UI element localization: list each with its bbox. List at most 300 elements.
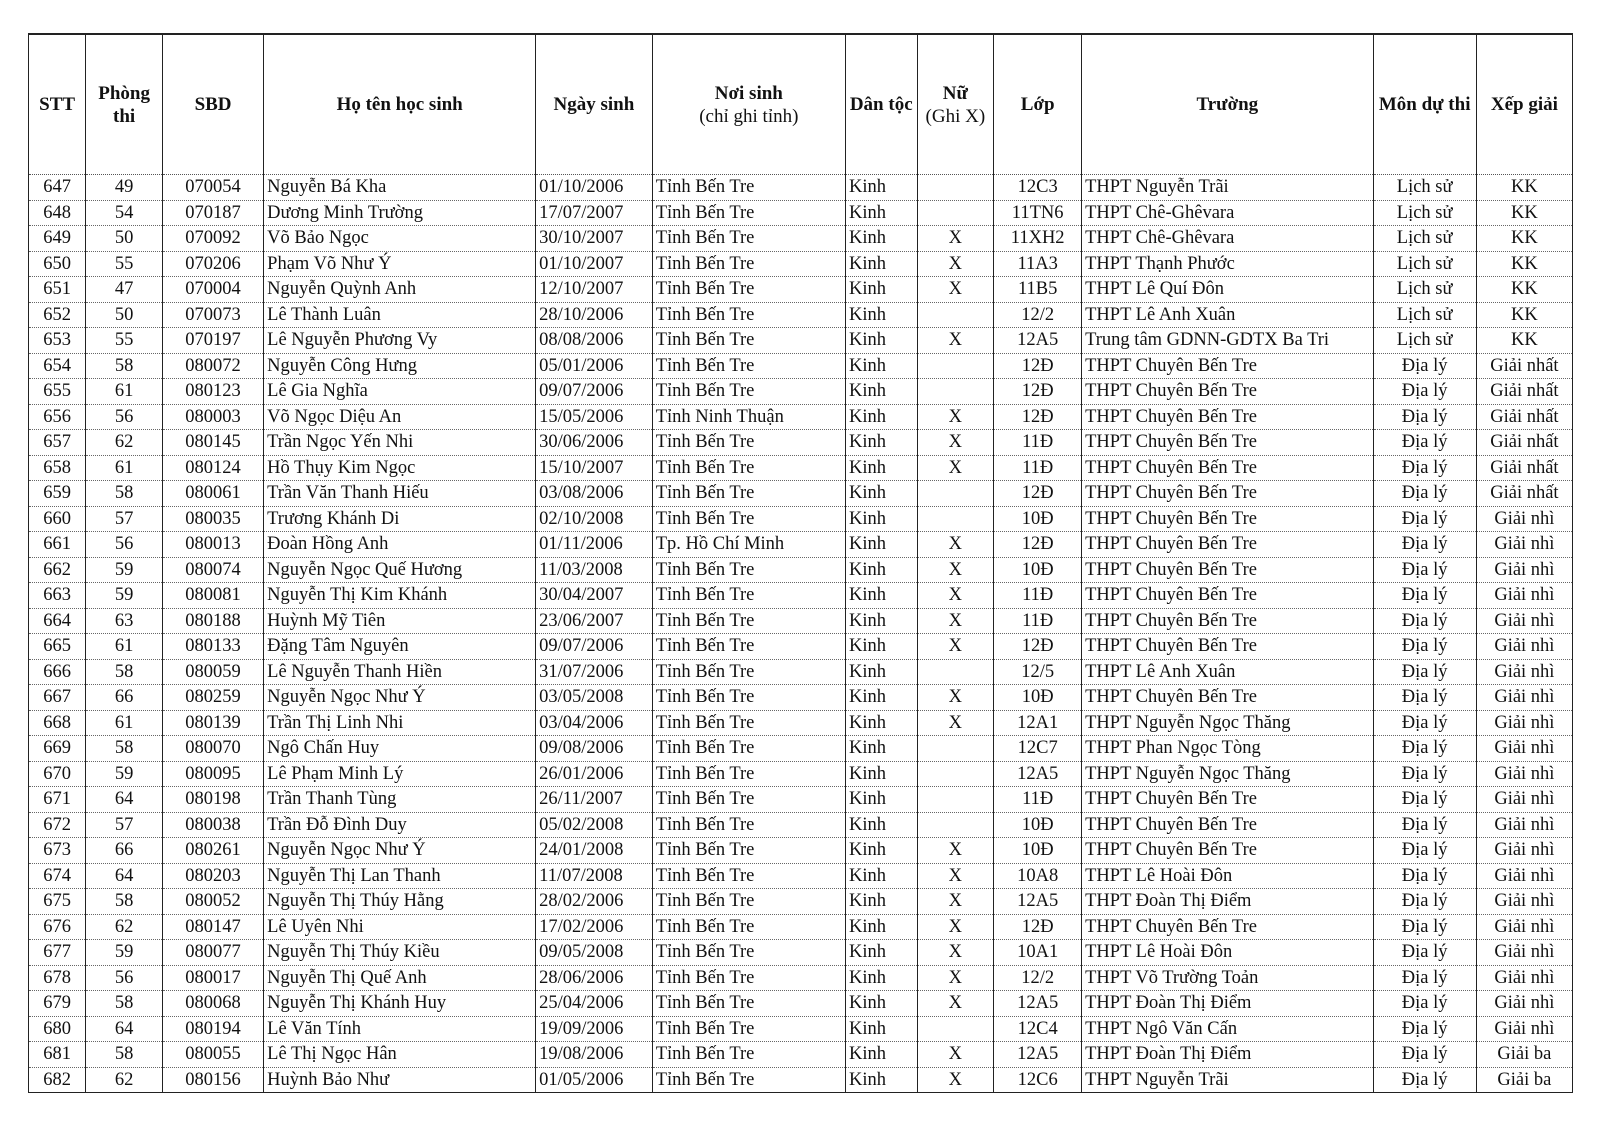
xep-giai-cell: Giải nhất [1476, 353, 1572, 379]
mon-cell: Địa lý [1373, 532, 1476, 558]
sbd-cell: 080123 [162, 379, 263, 405]
col-header-phong-thi [86, 34, 163, 175]
ngay-sinh-cell: 28/10/2006 [536, 302, 653, 328]
nu-cell [917, 379, 994, 405]
table-row [29, 557, 1573, 583]
dan-toc-cell: Kinh [845, 200, 917, 226]
mon-cell: Địa lý [1373, 710, 1476, 736]
ho-ten-cell: Dương Minh Trường [264, 200, 536, 226]
nu-cell: X [917, 914, 994, 940]
stt-cell: 673 [29, 838, 86, 864]
noi-sinh-cell: Tỉnh Bến Tre [652, 481, 845, 507]
noi-sinh-cell: Tỉnh Bến Tre [652, 991, 845, 1017]
ngay-sinh-cell: 03/04/2006 [536, 710, 653, 736]
stt-cell: 678 [29, 965, 86, 991]
lop-cell: 12C3 [994, 175, 1082, 201]
phong-thi-cell: 55 [86, 251, 163, 277]
ho-ten-cell: Huỳnh Mỹ Tiên [264, 608, 536, 634]
sbd-cell: 080055 [162, 1042, 263, 1068]
ngay-sinh-cell: 05/01/2006 [536, 353, 653, 379]
phong-thi-cell: 64 [86, 787, 163, 813]
stt-cell: 680 [29, 1016, 86, 1042]
ngay-sinh-cell: 09/05/2008 [536, 940, 653, 966]
lop-cell: 12Đ [994, 914, 1082, 940]
dan-toc-cell: Kinh [845, 940, 917, 966]
truong-cell: THPT Chuyên Bến Tre [1082, 812, 1373, 838]
noi-sinh-cell: Tỉnh Bến Tre [652, 251, 845, 277]
sbd-cell: 080035 [162, 506, 263, 532]
ho-ten-cell: Huỳnh Bảo Như [264, 1067, 536, 1093]
truong-cell: THPT Chuyên Bến Tre [1082, 455, 1373, 481]
mon-cell: Địa lý [1373, 1016, 1476, 1042]
ho-ten-cell: Nguyễn Ngọc Quế Hương [264, 557, 536, 583]
ngay-sinh-cell: 02/10/2008 [536, 506, 653, 532]
ngay-sinh-cell: 08/08/2006 [536, 328, 653, 354]
results-table [28, 33, 1573, 1093]
header-row [29, 34, 1573, 175]
ho-ten-cell: Nguyễn Thị Khánh Huy [264, 991, 536, 1017]
noi-sinh-cell: Tỉnh Bến Tre [652, 812, 845, 838]
col-header-xep-giai: Xếp giải [1476, 34, 1572, 175]
phong-thi-cell: 59 [86, 940, 163, 966]
nu-cell: X [917, 608, 994, 634]
truong-cell: THPT Chuyên Bến Tre [1082, 608, 1373, 634]
table-row [29, 838, 1573, 864]
col-header-lop: Lớp [994, 34, 1082, 175]
noi-sinh-cell: Tỉnh Bến Tre [652, 583, 845, 609]
table-row [29, 940, 1573, 966]
phong-thi-cell: 50 [86, 302, 163, 328]
lop-cell: 11Đ [994, 787, 1082, 813]
table-row [29, 583, 1573, 609]
table-row [29, 1042, 1573, 1068]
dan-toc-cell: Kinh [845, 965, 917, 991]
truong-cell: THPT Chuyên Bến Tre [1082, 787, 1373, 813]
ngay-sinh-cell: 17/07/2007 [536, 200, 653, 226]
col-header-ho-ten: Họ tên học sinh [264, 34, 536, 175]
noi-sinh-cell: Tỉnh Bến Tre [652, 506, 845, 532]
xep-giai-cell: Giải nhì [1476, 889, 1572, 915]
col-header-noi-sinh [652, 34, 845, 175]
xep-giai-cell: Giải nhì [1476, 506, 1572, 532]
nu-cell [917, 481, 994, 507]
table-row [29, 685, 1573, 711]
lop-cell: 12C6 [994, 1067, 1082, 1093]
mon-cell: Địa lý [1373, 430, 1476, 456]
phong-thi-cell: 55 [86, 328, 163, 354]
mon-cell: Địa lý [1373, 787, 1476, 813]
sbd-cell: 080038 [162, 812, 263, 838]
phong-thi-cell: 58 [86, 736, 163, 762]
mon-cell: Địa lý [1373, 379, 1476, 405]
sbd-cell: 070004 [162, 277, 263, 303]
table-row [29, 379, 1573, 405]
col-header-nu-line1: Nữ [942, 82, 968, 104]
dan-toc-cell: Kinh [845, 583, 917, 609]
stt-cell: 666 [29, 659, 86, 685]
stt-cell: 674 [29, 863, 86, 889]
ngay-sinh-cell: 05/02/2008 [536, 812, 653, 838]
ho-ten-cell: Nguyễn Thị Kim Khánh [264, 583, 536, 609]
stt-cell: 669 [29, 736, 86, 762]
ho-ten-cell: Nguyễn Thị Quế Anh [264, 965, 536, 991]
ho-ten-cell: Nguyễn Thị Thúy Kiều [264, 940, 536, 966]
noi-sinh-cell: Tỉnh Bến Tre [652, 455, 845, 481]
ho-ten-cell: Trần Thanh Tùng [264, 787, 536, 813]
noi-sinh-cell: Tỉnh Bến Tre [652, 379, 845, 405]
nu-cell: X [917, 863, 994, 889]
ho-ten-cell: Trần Ngọc Yến Nhi [264, 430, 536, 456]
xep-giai-cell: KK [1476, 302, 1572, 328]
nu-cell: X [917, 328, 994, 354]
table-row [29, 532, 1573, 558]
nu-cell: X [917, 226, 994, 252]
xep-giai-cell: Giải ba [1476, 1042, 1572, 1068]
lop-cell: 12A5 [994, 889, 1082, 915]
noi-sinh-cell: Tp. Hồ Chí Minh [652, 532, 845, 558]
phong-thi-cell: 58 [86, 659, 163, 685]
mon-cell: Địa lý [1373, 685, 1476, 711]
xep-giai-cell: KK [1476, 200, 1572, 226]
lop-cell: 12Đ [994, 532, 1082, 558]
mon-cell: Địa lý [1373, 761, 1476, 787]
truong-cell: THPT Chê-Ghêvara [1082, 226, 1373, 252]
stt-cell: 668 [29, 710, 86, 736]
phong-thi-cell: 58 [86, 353, 163, 379]
stt-cell: 676 [29, 914, 86, 940]
mon-cell: Địa lý [1373, 889, 1476, 915]
sbd-cell: 070073 [162, 302, 263, 328]
sbd-cell: 080077 [162, 940, 263, 966]
phong-thi-cell: 59 [86, 557, 163, 583]
table-row [29, 404, 1573, 430]
stt-cell: 647 [29, 175, 86, 201]
xep-giai-cell: Giải nhì [1476, 863, 1572, 889]
ngay-sinh-cell: 28/02/2006 [536, 889, 653, 915]
sbd-cell: 080124 [162, 455, 263, 481]
lop-cell: 12Đ [994, 404, 1082, 430]
noi-sinh-cell: Tỉnh Bến Tre [652, 965, 845, 991]
truong-cell: THPT Chuyên Bến Tre [1082, 583, 1373, 609]
stt-cell: 651 [29, 277, 86, 303]
nu-cell: X [917, 430, 994, 456]
dan-toc-cell: Kinh [845, 430, 917, 456]
ho-ten-cell: Ngô Chấn Huy [264, 736, 536, 762]
nu-cell: X [917, 583, 994, 609]
stt-cell: 656 [29, 404, 86, 430]
mon-cell: Lịch sử [1373, 175, 1476, 201]
truong-cell: THPT Chuyên Bến Tre [1082, 404, 1373, 430]
xep-giai-cell: Giải nhì [1476, 583, 1572, 609]
dan-toc-cell: Kinh [845, 991, 917, 1017]
phong-thi-cell: 64 [86, 863, 163, 889]
dan-toc-cell: Kinh [845, 736, 917, 762]
lop-cell: 10A8 [994, 863, 1082, 889]
nu-cell: X [917, 634, 994, 660]
truong-cell: THPT Chuyên Bến Tre [1082, 353, 1373, 379]
nu-cell [917, 812, 994, 838]
ho-ten-cell: Trần Đỗ Đình Duy [264, 812, 536, 838]
noi-sinh-cell: Tỉnh Bến Tre [652, 787, 845, 813]
dan-toc-cell: Kinh [845, 353, 917, 379]
table-row [29, 889, 1573, 915]
col-header-phong-line1: Phòng [98, 82, 150, 104]
nu-cell: X [917, 455, 994, 481]
stt-cell: 681 [29, 1042, 86, 1068]
noi-sinh-cell: Tỉnh Bến Tre [652, 863, 845, 889]
ho-ten-cell: Nguyễn Ngọc Như Ý [264, 838, 536, 864]
ho-ten-cell: Phạm Võ Như Ý [264, 251, 536, 277]
xep-giai-cell: Giải nhì [1476, 659, 1572, 685]
truong-cell: THPT Chuyên Bến Tre [1082, 379, 1373, 405]
truong-cell: THPT Lê Anh Xuân [1082, 302, 1373, 328]
dan-toc-cell: Kinh [845, 302, 917, 328]
ho-ten-cell: Võ Ngọc Diệu An [264, 404, 536, 430]
stt-cell: 675 [29, 889, 86, 915]
nu-cell [917, 353, 994, 379]
lop-cell: 12A5 [994, 991, 1082, 1017]
xep-giai-cell: Giải nhất [1476, 379, 1572, 405]
col-header-sbd: SBD [162, 34, 263, 175]
mon-cell: Lịch sử [1373, 226, 1476, 252]
dan-toc-cell: Kinh [845, 685, 917, 711]
phong-thi-cell: 56 [86, 532, 163, 558]
ngay-sinh-cell: 19/08/2006 [536, 1042, 653, 1068]
mon-cell: Địa lý [1373, 634, 1476, 660]
stt-cell: 648 [29, 200, 86, 226]
ngay-sinh-cell: 09/07/2006 [536, 379, 653, 405]
ho-ten-cell: Đoàn Hồng Anh [264, 532, 536, 558]
truong-cell: THPT Chuyên Bến Tre [1082, 430, 1373, 456]
sbd-cell: 080052 [162, 889, 263, 915]
phong-thi-cell: 66 [86, 838, 163, 864]
stt-cell: 679 [29, 991, 86, 1017]
stt-cell: 657 [29, 430, 86, 456]
ngay-sinh-cell: 24/01/2008 [536, 838, 653, 864]
phong-thi-cell: 57 [86, 506, 163, 532]
table-row [29, 710, 1573, 736]
mon-cell: Địa lý [1373, 914, 1476, 940]
dan-toc-cell: Kinh [845, 226, 917, 252]
ngay-sinh-cell: 12/10/2007 [536, 277, 653, 303]
truong-cell: THPT Chuyên Bến Tre [1082, 634, 1373, 660]
sbd-cell: 080147 [162, 914, 263, 940]
stt-cell: 677 [29, 940, 86, 966]
truong-cell: THPT Chuyên Bến Tre [1082, 481, 1373, 507]
noi-sinh-cell: Tỉnh Ninh Thuận [652, 404, 845, 430]
nu-cell: X [917, 965, 994, 991]
dan-toc-cell: Kinh [845, 175, 917, 201]
table-row [29, 608, 1573, 634]
phong-thi-cell: 58 [86, 991, 163, 1017]
ngay-sinh-cell: 19/09/2006 [536, 1016, 653, 1042]
phong-thi-cell: 66 [86, 685, 163, 711]
xep-giai-cell: Giải nhì [1476, 634, 1572, 660]
phong-thi-cell: 59 [86, 761, 163, 787]
phong-thi-cell: 61 [86, 634, 163, 660]
sbd-cell: 070092 [162, 226, 263, 252]
phong-thi-cell: 61 [86, 379, 163, 405]
ho-ten-cell: Lê Gia Nghĩa [264, 379, 536, 405]
xep-giai-cell: Giải nhì [1476, 710, 1572, 736]
xep-giai-cell: Giải ba [1476, 1067, 1572, 1093]
ngay-sinh-cell: 30/10/2007 [536, 226, 653, 252]
table-row [29, 328, 1573, 354]
truong-cell: THPT Nguyễn Ngọc Thăng [1082, 761, 1373, 787]
sbd-cell: 080156 [162, 1067, 263, 1093]
ngay-sinh-cell: 17/02/2006 [536, 914, 653, 940]
col-header-stt: STT [29, 34, 86, 175]
nu-cell: X [917, 277, 994, 303]
sbd-cell: 080003 [162, 404, 263, 430]
lop-cell: 12A1 [994, 710, 1082, 736]
lop-cell: 12A5 [994, 761, 1082, 787]
mon-cell: Địa lý [1373, 659, 1476, 685]
phong-thi-cell: 63 [86, 608, 163, 634]
sbd-cell: 080074 [162, 557, 263, 583]
ngay-sinh-cell: 15/10/2007 [536, 455, 653, 481]
noi-sinh-cell: Tỉnh Bến Tre [652, 761, 845, 787]
truong-cell: THPT Lê Quí Đôn [1082, 277, 1373, 303]
mon-cell: Địa lý [1373, 353, 1476, 379]
table-row [29, 787, 1573, 813]
truong-cell: THPT Lê Hoài Đôn [1082, 863, 1373, 889]
stt-cell: 650 [29, 251, 86, 277]
table-row [29, 991, 1573, 1017]
truong-cell: THPT Chuyên Bến Tre [1082, 685, 1373, 711]
ho-ten-cell: Nguyễn Công Hưng [264, 353, 536, 379]
table-row [29, 659, 1573, 685]
xep-giai-cell: Giải nhì [1476, 608, 1572, 634]
nu-cell: X [917, 710, 994, 736]
dan-toc-cell: Kinh [845, 455, 917, 481]
ho-ten-cell: Nguyễn Bá Kha [264, 175, 536, 201]
nu-cell: X [917, 404, 994, 430]
nu-cell [917, 200, 994, 226]
noi-sinh-cell: Tỉnh Bến Tre [652, 608, 845, 634]
stt-cell: 667 [29, 685, 86, 711]
mon-cell: Lịch sử [1373, 277, 1476, 303]
table-row [29, 455, 1573, 481]
dan-toc-cell: Kinh [845, 1067, 917, 1093]
noi-sinh-cell: Tỉnh Bến Tre [652, 685, 845, 711]
nu-cell [917, 506, 994, 532]
table-body [29, 175, 1573, 1093]
lop-cell: 11B5 [994, 277, 1082, 303]
phong-thi-cell: 62 [86, 914, 163, 940]
xep-giai-cell: Giải nhất [1476, 481, 1572, 507]
xep-giai-cell: Giải nhì [1476, 991, 1572, 1017]
ngay-sinh-cell: 25/04/2006 [536, 991, 653, 1017]
dan-toc-cell: Kinh [845, 761, 917, 787]
lop-cell: 11Đ [994, 430, 1082, 456]
stt-cell: 659 [29, 481, 86, 507]
dan-toc-cell: Kinh [845, 787, 917, 813]
stt-cell: 654 [29, 353, 86, 379]
nu-cell: X [917, 1067, 994, 1093]
lop-cell: 11Đ [994, 583, 1082, 609]
ho-ten-cell: Lê Phạm Minh Lý [264, 761, 536, 787]
ngay-sinh-cell: 31/07/2006 [536, 659, 653, 685]
stt-cell: 662 [29, 557, 86, 583]
sbd-cell: 070206 [162, 251, 263, 277]
ngay-sinh-cell: 01/05/2006 [536, 1067, 653, 1093]
table-row [29, 226, 1573, 252]
table-row [29, 736, 1573, 762]
truong-cell: Trung tâm GDNN-GDTX Ba Tri [1082, 328, 1373, 354]
ngay-sinh-cell: 01/10/2007 [536, 251, 653, 277]
sbd-cell: 080145 [162, 430, 263, 456]
truong-cell: THPT Chuyên Bến Tre [1082, 838, 1373, 864]
xep-giai-cell: Giải nhì [1476, 838, 1572, 864]
dan-toc-cell: Kinh [845, 889, 917, 915]
lop-cell: 10Đ [994, 557, 1082, 583]
sbd-cell: 080139 [162, 710, 263, 736]
truong-cell: THPT Đoàn Thị Điểm [1082, 991, 1373, 1017]
table-row [29, 634, 1573, 660]
mon-cell: Địa lý [1373, 1067, 1476, 1093]
nu-cell: X [917, 940, 994, 966]
noi-sinh-cell: Tỉnh Bến Tre [652, 736, 845, 762]
lop-cell: 11A3 [994, 251, 1082, 277]
xep-giai-cell: KK [1476, 277, 1572, 303]
noi-sinh-cell: Tỉnh Bến Tre [652, 226, 845, 252]
phong-thi-cell: 58 [86, 889, 163, 915]
dan-toc-cell: Kinh [845, 379, 917, 405]
xep-giai-cell: Giải nhì [1476, 812, 1572, 838]
dan-toc-cell: Kinh [845, 532, 917, 558]
lop-cell: 12Đ [994, 634, 1082, 660]
truong-cell: THPT Đoàn Thị Điểm [1082, 1042, 1373, 1068]
phong-thi-cell: 62 [86, 430, 163, 456]
xep-giai-cell: Giải nhì [1476, 787, 1572, 813]
xep-giai-cell: Giải nhì [1476, 965, 1572, 991]
mon-cell: Địa lý [1373, 940, 1476, 966]
sbd-cell: 080081 [162, 583, 263, 609]
xep-giai-cell: Giải nhì [1476, 736, 1572, 762]
stt-cell: 661 [29, 532, 86, 558]
stt-cell: 663 [29, 583, 86, 609]
nu-cell [917, 175, 994, 201]
ho-ten-cell: Lê Thị Ngọc Hân [264, 1042, 536, 1068]
noi-sinh-cell: Tỉnh Bến Tre [652, 557, 845, 583]
col-header-phong-line2: thi [113, 105, 136, 127]
ho-ten-cell: Trần Văn Thanh Hiếu [264, 481, 536, 507]
dan-toc-cell: Kinh [845, 863, 917, 889]
truong-cell: THPT Đoàn Thị Điểm [1082, 889, 1373, 915]
mon-cell: Địa lý [1373, 404, 1476, 430]
phong-thi-cell: 61 [86, 710, 163, 736]
lop-cell: 12C7 [994, 736, 1082, 762]
mon-cell: Địa lý [1373, 455, 1476, 481]
nu-cell: X [917, 1042, 994, 1068]
lop-cell: 12/5 [994, 659, 1082, 685]
xep-giai-cell: Giải nhì [1476, 532, 1572, 558]
ho-ten-cell: Trần Thị Linh Nhi [264, 710, 536, 736]
noi-sinh-cell: Tỉnh Bến Tre [652, 838, 845, 864]
noi-sinh-cell: Tỉnh Bến Tre [652, 634, 845, 660]
dan-toc-cell: Kinh [845, 659, 917, 685]
nu-cell: X [917, 685, 994, 711]
dan-toc-cell: Kinh [845, 481, 917, 507]
stt-cell: 671 [29, 787, 86, 813]
stt-cell: 655 [29, 379, 86, 405]
lop-cell: 11TN6 [994, 200, 1082, 226]
xep-giai-cell: KK [1476, 175, 1572, 201]
ngay-sinh-cell: 11/07/2008 [536, 863, 653, 889]
sbd-cell: 080194 [162, 1016, 263, 1042]
truong-cell: THPT Chuyên Bến Tre [1082, 557, 1373, 583]
